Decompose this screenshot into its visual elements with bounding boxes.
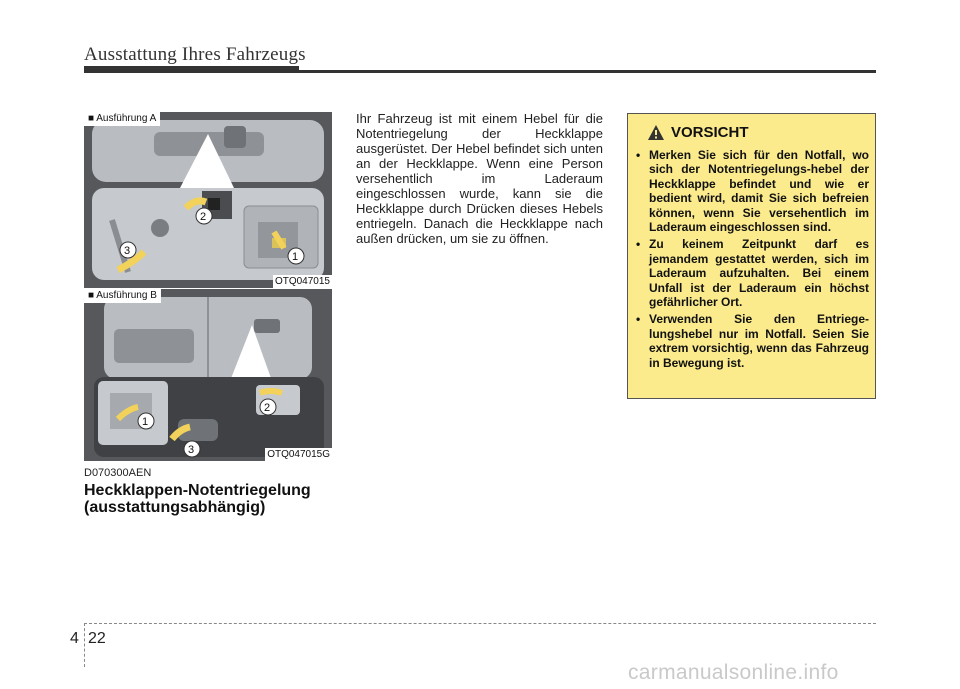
svg-text:2: 2	[200, 211, 207, 223]
warning-list	[636, 148, 869, 373]
footer-divider	[84, 623, 85, 667]
tailgate-illustration-b	[84, 289, 332, 461]
figure-a-label: ■ Ausführung A	[84, 112, 160, 126]
warning-triangle-icon	[648, 125, 664, 140]
svg-text:1: 1	[142, 416, 149, 428]
svg-text:3: 3	[188, 444, 195, 456]
svg-text:2: 2	[264, 402, 271, 414]
section-heading: Heckklappen-Notentriegelung (ausstattungsabhängig)	[84, 482, 311, 516]
footer-rule	[84, 623, 876, 624]
page-number: 22	[88, 630, 106, 647]
figure-variant-a	[84, 112, 332, 288]
header-title: Ausstattung Ihres Fahrzeugs	[84, 44, 306, 65]
warning-title	[648, 124, 749, 141]
document-code: D070300AEN	[84, 467, 152, 479]
body-paragraph: Ihr Fahrzeug ist mit einem Hebel für die Notentriegelung der Heckklappe ausgerüstet. Der Hebel befindet sich unten an der Heckklappe. Wenn eine Person versehentlich im Laderaum eingeschlossen wurde, kann sie die Heckklappe durch Drücken dieses Hebels entriegeln. Danach die Heckklappe nach außen drücken, um sie zu öffnen.	[356, 111, 603, 246]
warning-box	[627, 113, 876, 399]
figure-variant-b	[84, 289, 332, 461]
figure-b-label: ■ Ausführung B	[84, 289, 161, 303]
tailgate-illustration-a	[84, 112, 332, 288]
svg-text:1: 1	[292, 251, 299, 263]
header-rule	[84, 70, 876, 73]
figure-b-code: OTQ047015G	[267, 449, 330, 460]
warning-item: • Merken Sie sich für den Notfall, wo sich der Notentriegelungs-hebel der Heckklappe befindet und wie er bedient wird, damit Sie sich befreien können, wenn Sie versehentlich im Laderaum eingeschlossen sind.	[636, 148, 869, 234]
warning-title-text: VORSICHT	[671, 124, 749, 141]
svg-text:3: 3	[124, 245, 131, 257]
warning-item: • Zu keinem Zeitpunkt darf es jemandem gestattet werden, sich im Laderaum aufzuhalten. Bei einem Unfall ist der Laderaum ein höchst gefährlicher Ort.	[636, 237, 869, 309]
warning-item: • Verwenden Sie den Entriege-lungshebel nur im Notfall. Seien Sie extrem vorsichtig, wenn das Fahrzeug in Bewegung ist.	[636, 312, 869, 370]
watermark: carmanualsonline.info	[628, 661, 839, 684]
figure-a-code: OTQ047015	[274, 276, 330, 287]
page-chapter-number: 4	[70, 630, 79, 647]
